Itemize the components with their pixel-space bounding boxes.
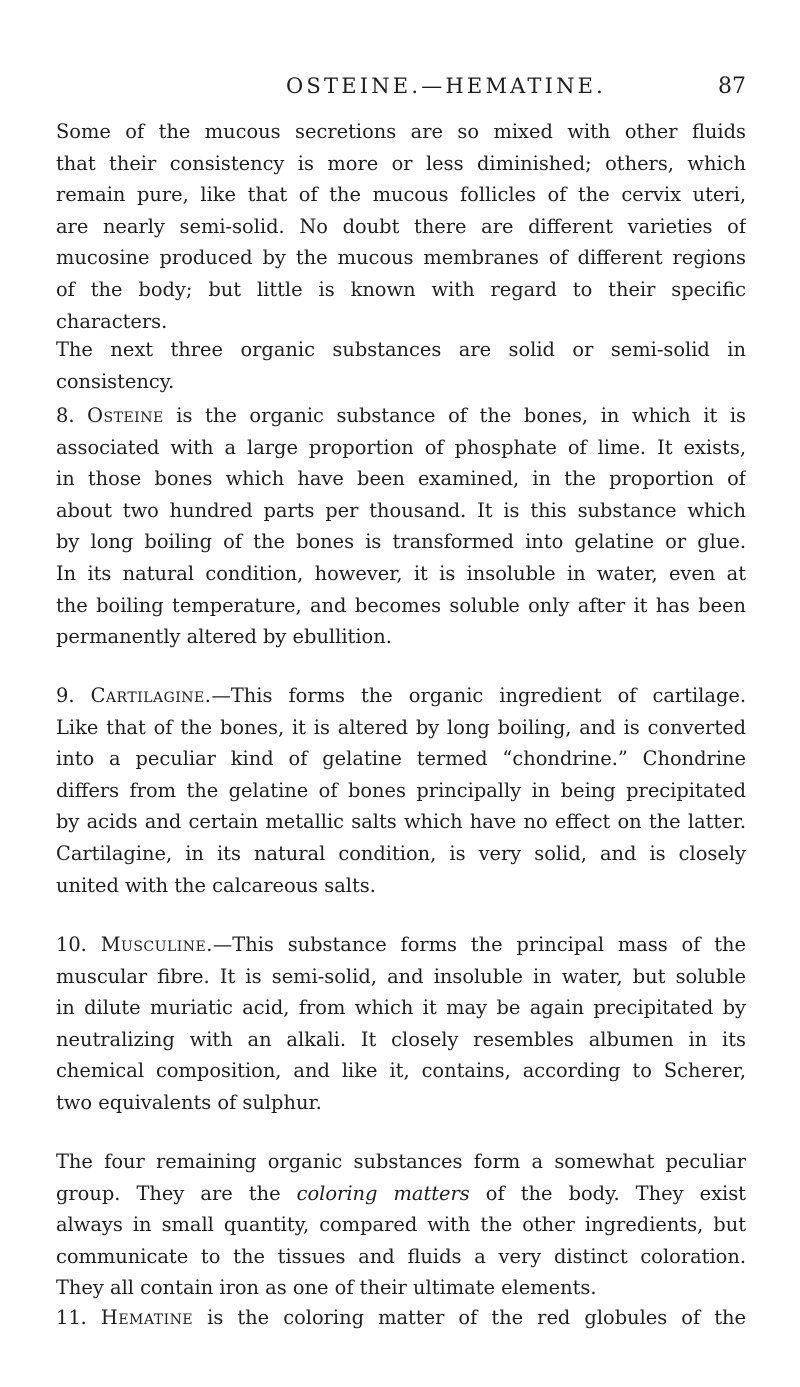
text-line: by long boiling of the bones is transformed into gelatine or glue. — [56, 530, 746, 554]
text-line — [56, 400, 746, 432]
text-line: the boiling temperature, and becomes soluble only after it has been — [56, 593, 746, 617]
text-fragment: group. They are the — [56, 1181, 297, 1205]
page-number: 87 — [718, 74, 746, 99]
text-line: are nearly semi-solid. No doubt there are different varieties of — [56, 214, 746, 238]
text-line: consistency. — [56, 369, 175, 393]
text-line: associated with a large proportion of phosphate of lime. It exists, — [56, 435, 746, 459]
text-line: that their consistency is more or less diminished; others, which — [56, 151, 746, 175]
text-line: The next three organic substances are solid or semi-solid in — [56, 338, 746, 361]
text-line: Like that of the bones, it is altered by long boiling, and is converted — [56, 715, 746, 739]
text-line: muscular fibre. It is semi-solid, and insoluble in water, but soluble — [56, 964, 746, 988]
paragraph-next-three — [56, 334, 746, 397]
term-hematine: Hematine — [100, 1306, 194, 1329]
text-line: about two hundred parts per thousand. It is this substance which — [56, 498, 746, 522]
section-number: 11. — [56, 1306, 87, 1329]
italic-coloring-matters: coloring matters — [296, 1181, 470, 1205]
text-line: remain pure, like that of the mucous follicles of the cervix uteri, — [56, 183, 746, 207]
text-fragment: is the organic substance of the bones, in which it is — [163, 404, 746, 427]
text-line: The four remaining organic substances form a somewhat peculiar — [56, 1150, 746, 1173]
running-head-title: OSTEINE.—HEMATINE. — [286, 74, 607, 98]
text-line: characters. — [56, 309, 168, 333]
text-line: permanently altered by ebullition. — [56, 625, 392, 649]
text-line: Cartilagine, in its natural condition, is very solid, and is closely — [56, 841, 746, 865]
text-line: two equivalents of sulphur. — [56, 1090, 322, 1114]
text-fragment: —This substance forms the principal mass of the — [212, 933, 746, 956]
text-line: in those bones which have been examined, in the proportion of — [56, 467, 746, 491]
text-line: neutralizing with an alkali. It closely resembles albumen in its — [56, 1027, 746, 1051]
text-line: into a peculiar kind of gelatine termed “chondrine.” Chondrine — [56, 747, 746, 771]
paragraph-coloring-matters — [56, 1146, 746, 1304]
text-line: communicate to the tissues and fluids a very distinct coloration. — [56, 1244, 746, 1268]
term-osteine: Osteine — [87, 404, 164, 427]
text-line — [56, 680, 746, 712]
text-fragment: is the coloring matter of the red globules of the — [193, 1306, 746, 1329]
text-line: of the body; but little is known with regard to their specific — [56, 277, 746, 301]
text-line: mucosine produced by the mucous membranes of different regions — [56, 246, 746, 270]
text-line: in dilute muriatic acid, from which it may be again precipitated by — [56, 996, 746, 1020]
text-line: by acids and certain metallic salts which have no effect on the latter. — [56, 810, 746, 834]
paragraph-osteine — [56, 400, 746, 653]
paragraph-musculine — [56, 929, 746, 1119]
term-musculine: Musculine. — [100, 933, 213, 956]
section-number: 9. — [56, 684, 75, 707]
text-line — [56, 1178, 746, 1210]
text-line — [56, 929, 746, 961]
text-line: They all contain iron as one of their ultimate elements. — [56, 1276, 597, 1300]
text-fragment: —This forms the organic ingredient of cartilage. — [211, 684, 746, 707]
term-cartilagine: Cartilagine. — [90, 684, 212, 707]
text-line: differs from the gelatine of bones principally in being precipitated — [56, 778, 746, 802]
text-line: chemical composition, and like it, contains, according to Scherer, — [56, 1059, 746, 1083]
text-fragment: of the body. They exist — [469, 1181, 746, 1205]
paragraph-mucous-secretions — [56, 116, 746, 337]
text-line: always in small quantity, compared with the other ingredients, but — [56, 1213, 746, 1237]
text-line: Some of the mucous secretions are so mixed with other fluids — [56, 120, 746, 143]
section-number: 10. — [56, 933, 87, 956]
section-number: 8. — [56, 404, 75, 427]
book-page — [56, 0, 746, 1387]
text-line: united with the calcareous salts. — [56, 873, 376, 897]
text-line: In its natural condition, however, it is insoluble in water, even at — [56, 561, 746, 585]
text-line — [56, 1302, 746, 1334]
paragraph-hematine — [56, 1302, 746, 1334]
paragraph-cartilagine — [56, 680, 746, 901]
running-head — [56, 74, 746, 106]
